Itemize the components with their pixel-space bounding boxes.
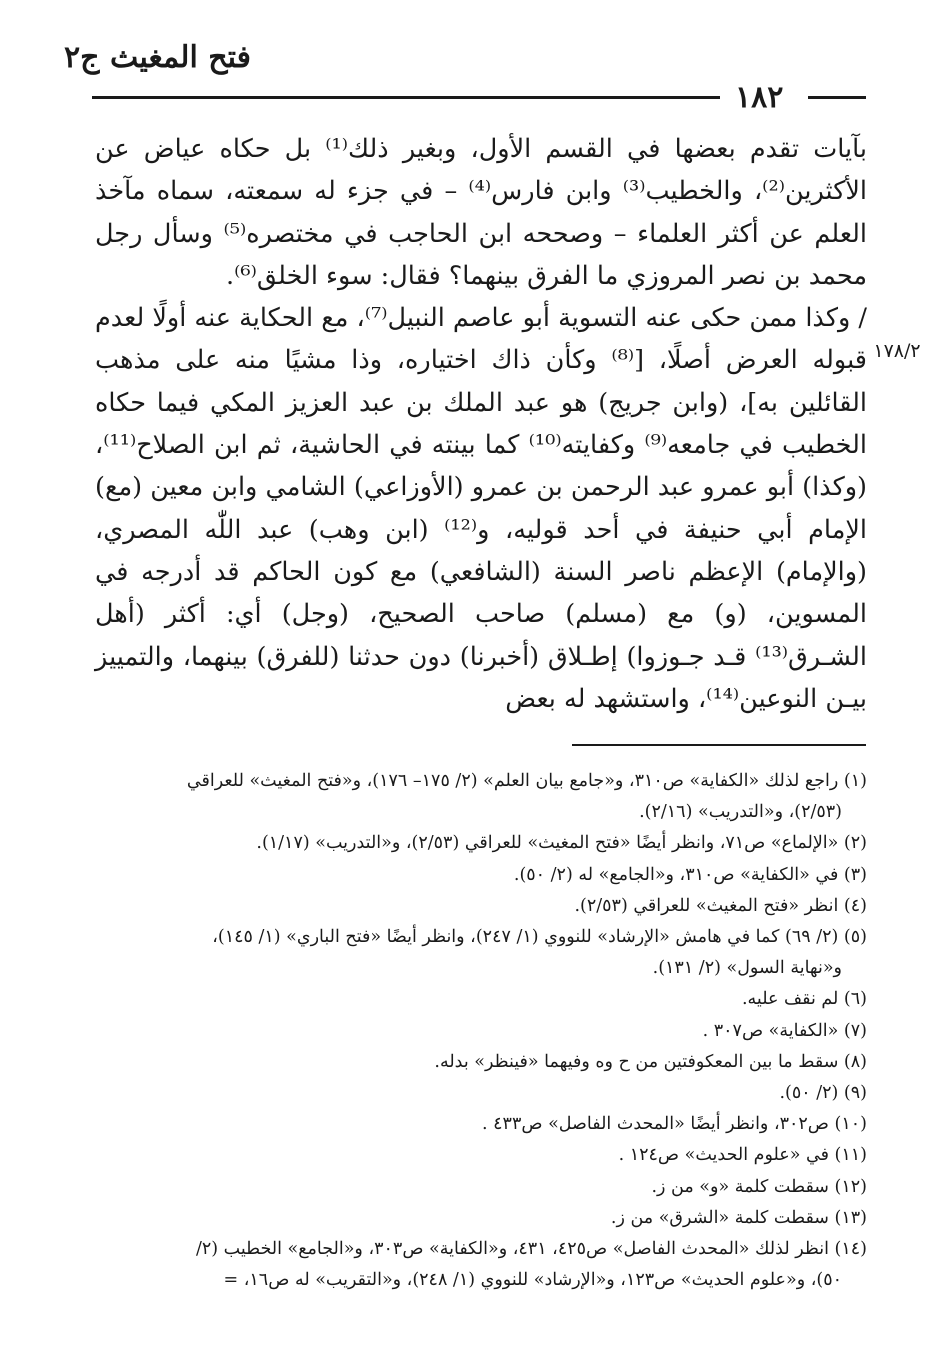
footnote: [95, 828, 867, 859]
page-number: ١٨٢: [735, 80, 784, 115]
footnote: [95, 891, 867, 922]
footnote-text: (٢) «الإلماع» ص٧١، وانظر أيضًا «فتح المغيث» للعراقي (٢/٥٣)، و«التدريب» (١/١٧).: [256, 833, 867, 854]
footnote-text: (١١) في «علوم الحديث» ص١٢٤ .: [618, 1145, 867, 1166]
running-title: فتح المغيث ج٢: [64, 40, 251, 75]
footnote-text: (٦) لم نقف عليه.: [741, 989, 867, 1010]
header-rule: [808, 96, 866, 99]
footnote-text: (٤) انظر «فتح المغيث» للعراقي (٢/٥٣).: [574, 895, 867, 916]
footnote-text: (٣) في «الكفاية» ص٣١٠، و«الجامع» له (٢/ ٥٠).: [513, 864, 867, 885]
footnote-separator: [572, 744, 866, 746]
footnote: [95, 1172, 867, 1203]
footnote-continuation: و«نهاية السول» (٢/ ١٣١).: [652, 958, 842, 979]
footnote: [95, 1016, 867, 1047]
footnote: [95, 1047, 867, 1078]
header-rule: [92, 96, 720, 99]
footnote: [95, 1234, 867, 1296]
footnote-text: (١٣) سقطت كلمة «الشرق» من ز.: [610, 1207, 867, 1228]
footnote-text: (٧) «الكفاية» ص٣٠٧ .: [702, 1020, 867, 1041]
paragraph: / وكذا ممن حكى عنه التسوية أبو عاصم النبيل⁽⁷⁾، مع الحكاية عنه أولًا لعدم قبوله العرض أصلًا، [⁽⁸⁾ وكأن ذاك اختياره، وذا مشيًا منه على مذهب القائلين به]، (وابن جريج) هو عبد الملك بن عبد العزيز المكي فيما حكاه الخطيب في جامعه⁽⁹⁾ وكفايته⁽¹⁰⁾ كما بينته في الحاشية، ثم ابن الصلاح⁽¹¹⁾، (وكذا) أبو عمرو عبد الرحمن بن عمرو (الأوزاعي) الشامي وابن معين (مع) الإمام أبي حنيفة في أحد قوليه، و⁽¹²⁾ (ابن وهب) عبد اللّٰه المصري، (والإمام) الإعظم ناصر السنة (الشافعي) مع كون الحاكم قد أدرجه في المسوين، (و) مع (مسلم) صاحب الصحيح، (وجل) أي: أكثر (أهل الشـرق⁽¹³⁾ قـد جـوزوا) إطـلاق (أخبرنا) دون حدثنا (للفرق) بينهما، والتمييز بيـن النوعين⁽¹⁴⁾، واستشهد له بعض: [95, 303, 867, 714]
footnote-text: (٩) (٢/ ٥٠).: [779, 1083, 867, 1104]
footnote: [95, 1078, 867, 1109]
paragraph: بآيات تقدم بعضها في القسم الأول، وبغير ذلك⁽¹⁾ بل حكاه عياض عن الأكثرين⁽²⁾، والخطيب⁽³⁾ وابن فارس⁽⁴⁾ – في جزء له سمعته، سماه مآخذ العلم عن أكثر العلماء – وصححه ابن الحاجب في مختصره⁽⁵⁾ وسأل رجل محمد بن نصر المروزي ما الفرق بينهما؟ فقال: سوء الخلق⁽⁶⁾.: [95, 134, 867, 291]
footnote-text: (٨) سقط ما بين المعكوفتين من ح وه وفيهما «فينظر» بدله.: [434, 1051, 867, 1072]
footnote: [95, 984, 867, 1015]
footnote: [95, 766, 867, 828]
footnote-text: (١٢) سقطت كلمة «و» من ز.: [651, 1176, 867, 1197]
footnote-continuation: (٢/٥٣)، و«التدريب» (٢/١٦).: [639, 802, 842, 823]
footnote-text: (٥) (٢/ ٦٩) كما في هامش «الإرشاد» للنووي (١/ ٢٤٧)، وانظر أيضًا «فتح الباري» (١/ ١٤٥)،: [212, 927, 867, 948]
footnote-text: (١٠) ص٣٠٢، وانظر أيضًا «المحدث الفاصل» ص٤٣٣ .: [482, 1114, 867, 1135]
footnote: [95, 1109, 867, 1140]
main-text: [95, 128, 867, 720]
footnotes: [95, 766, 867, 1296]
footnote: [95, 860, 867, 891]
footnote-text: (١) راجع لذلك «الكفاية» ص٣١٠، و«جامع بيان العلم» (٢/ ١٧٥– ١٧٦)، و«فتح المغيث» للعراقي: [186, 771, 867, 791]
footnote-continuation: ٥٠)، و«علوم الحديث» ص١٢٣، و«الإرشاد» للنووي (١/ ٢٤٨)، و«التقريب» له ص١٦، =: [223, 1270, 842, 1291]
footnote: [95, 1140, 867, 1171]
footnote: [95, 922, 867, 984]
footnote-text: (١٤) انظر لذلك «المحدث الفاصل» ص٤٢٥، ٤٣١، و«الكفاية» ص٣٠٣، و«الجامع» الخطيب (٢/: [195, 1239, 867, 1260]
margin-reference: ١٧٨/٢: [873, 340, 921, 362]
footnote: [95, 1203, 867, 1234]
